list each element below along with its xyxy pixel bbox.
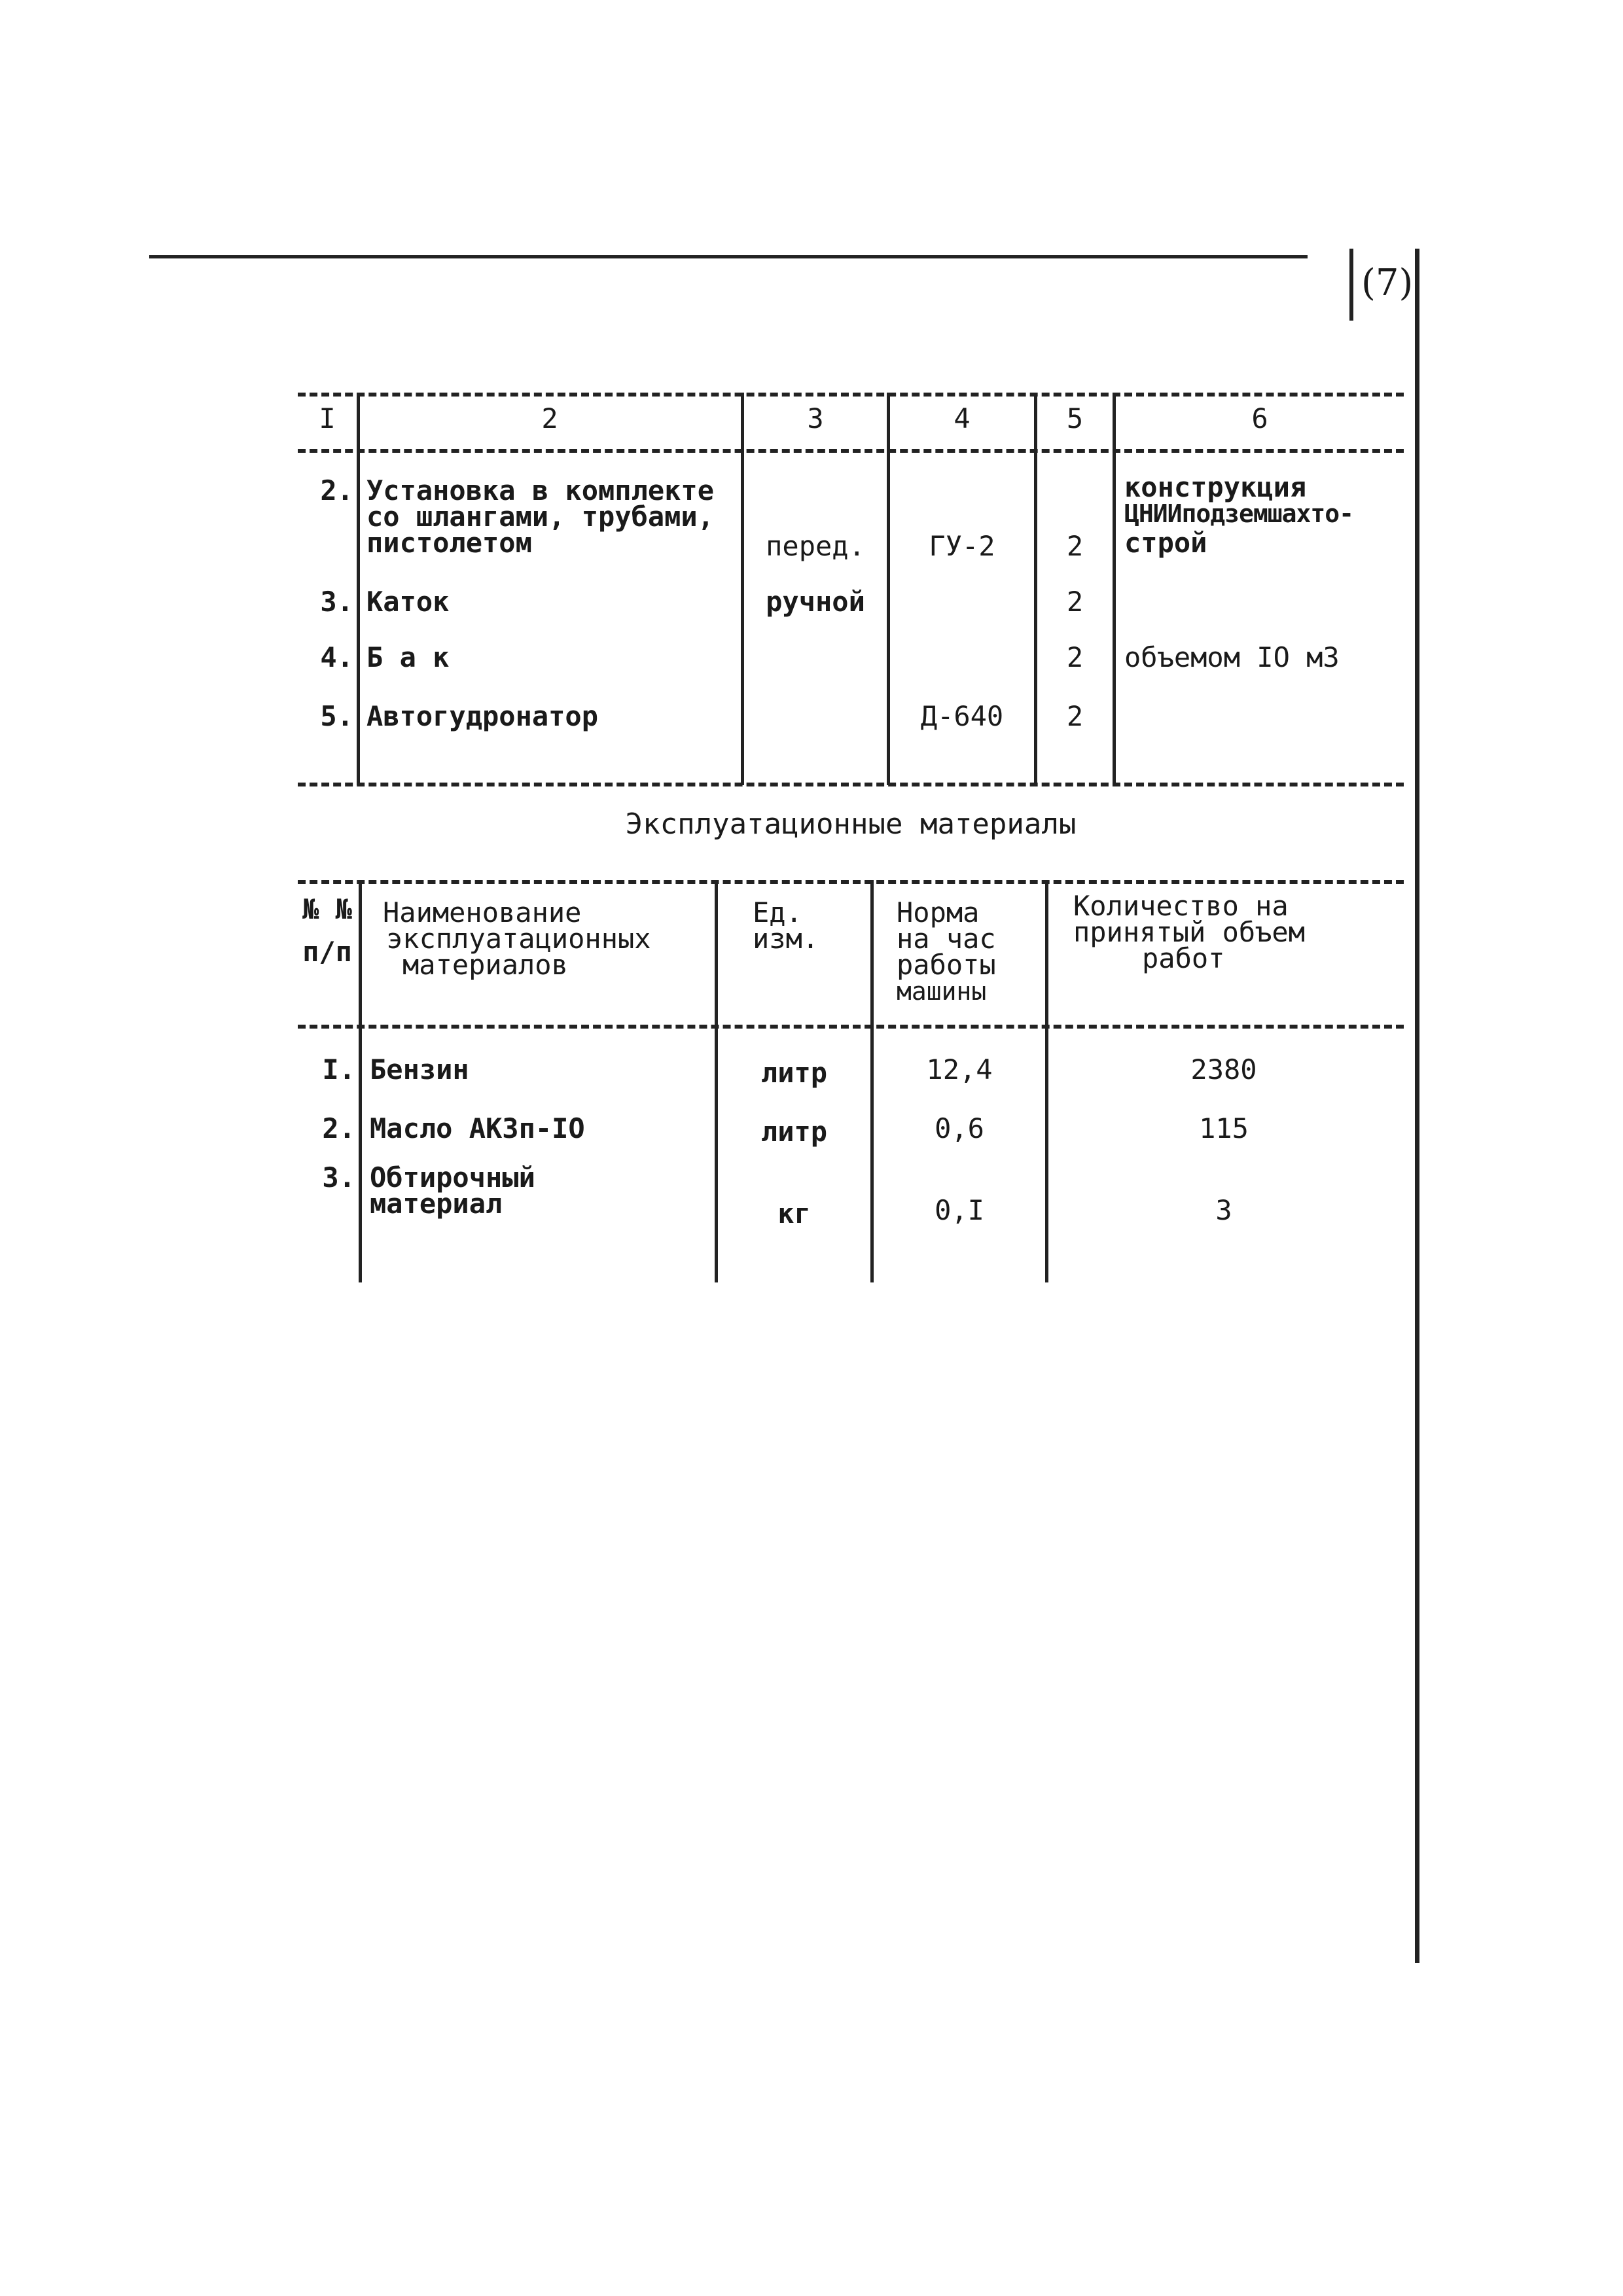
table2-header-unit: Ед. bbox=[753, 896, 802, 928]
table1-header-line bbox=[298, 449, 1404, 453]
equipment-qty: 2 bbox=[1066, 530, 1084, 562]
equipment-note: конструкция bbox=[1124, 471, 1307, 503]
row-number: I. bbox=[322, 1053, 355, 1086]
table2-header-norm: работы bbox=[897, 949, 996, 981]
table2-header-num: № № bbox=[302, 893, 352, 925]
material-name: Масло АКЗп-IO bbox=[370, 1112, 585, 1144]
table2-header-unit: изм. bbox=[753, 923, 819, 955]
table2-header-amount: Количество на bbox=[1073, 890, 1289, 922]
row-number: 2. bbox=[322, 1112, 355, 1144]
material-amount: 115 bbox=[1199, 1112, 1249, 1144]
table1-top-line bbox=[298, 393, 1404, 397]
material-name: материал bbox=[370, 1188, 503, 1220]
row-number: 2. bbox=[320, 474, 353, 506]
row-number: 5. bbox=[320, 700, 353, 732]
table1-header-col3: 3 bbox=[807, 402, 824, 434]
top-rule bbox=[149, 255, 1308, 258]
table1-header-col5: 5 bbox=[1066, 402, 1084, 434]
material-norm: 0,6 bbox=[935, 1112, 984, 1144]
equipment-model: ГУ-2 bbox=[929, 530, 995, 562]
equipment-qty: 2 bbox=[1066, 641, 1084, 673]
material-norm: 12,4 bbox=[926, 1053, 993, 1086]
equipment-name: Автогудронатор bbox=[366, 700, 599, 732]
table2-header-num: п/п bbox=[302, 936, 352, 968]
material-name: Обтирочный bbox=[370, 1161, 535, 1193]
table2-header-norm: на час bbox=[897, 923, 996, 955]
equipment-name: Б а к bbox=[366, 641, 450, 673]
right-border-line bbox=[1415, 249, 1419, 1963]
table2-header-name: материалов bbox=[402, 949, 568, 981]
table2-top-line bbox=[298, 880, 1404, 884]
material-unit: литр bbox=[760, 1057, 828, 1089]
page-number-bar bbox=[1349, 249, 1353, 321]
table2-header-line bbox=[298, 1025, 1404, 1029]
table2-col-divider-4 bbox=[1045, 880, 1048, 1282]
table2-header-amount: работ bbox=[1142, 942, 1225, 974]
table1-header-col2: 2 bbox=[541, 402, 558, 434]
section-title: Эксплуатационные материалы bbox=[625, 807, 1077, 841]
equipment-name: со шлангами, трубами, bbox=[366, 501, 715, 533]
material-unit: литр bbox=[760, 1116, 828, 1148]
equipment-name: пистолетом bbox=[366, 527, 532, 559]
material-unit: кг bbox=[777, 1197, 811, 1229]
equipment-note: ЦНИИподземшахто- bbox=[1124, 499, 1354, 528]
equipment-model: Д-640 bbox=[920, 700, 1004, 732]
equipment-type: ручной bbox=[766, 586, 865, 618]
equipment-name: Установка в комплекте bbox=[366, 474, 715, 506]
equipment-qty: 2 bbox=[1066, 586, 1084, 618]
material-name: Бензин bbox=[370, 1053, 469, 1086]
table2-header-amount: принятый объем bbox=[1073, 916, 1306, 948]
material-norm: 0,I bbox=[935, 1194, 984, 1226]
table2-header-name: Наименование bbox=[383, 896, 582, 928]
table1-col-divider-1 bbox=[357, 393, 360, 785]
row-number: 3. bbox=[322, 1161, 355, 1193]
equipment-note: строй bbox=[1124, 527, 1207, 559]
row-number: 4. bbox=[320, 641, 353, 673]
page-number: (7) bbox=[1361, 262, 1414, 304]
equipment-type: перед. bbox=[766, 530, 865, 562]
row-number: 3. bbox=[320, 586, 353, 618]
table1-header-col4: 4 bbox=[954, 402, 971, 434]
table1-bottom-line bbox=[298, 783, 1404, 786]
table2-header-norm: Норма bbox=[897, 896, 980, 928]
equipment-note: объемом IO м3 bbox=[1124, 641, 1340, 673]
equipment-qty: 2 bbox=[1066, 700, 1084, 732]
table2-header-norm: машины bbox=[897, 977, 987, 1006]
table1-col-divider-5 bbox=[1113, 393, 1116, 785]
table1-header-col1: I bbox=[319, 402, 336, 434]
table1-header-col6: 6 bbox=[1251, 402, 1268, 434]
equipment-name: Каток bbox=[366, 586, 450, 618]
table2-header-name: эксплуатационных bbox=[386, 923, 651, 955]
material-amount: 2380 bbox=[1190, 1053, 1257, 1086]
material-amount: 3 bbox=[1215, 1194, 1232, 1226]
table2-col-divider-1 bbox=[359, 880, 362, 1282]
